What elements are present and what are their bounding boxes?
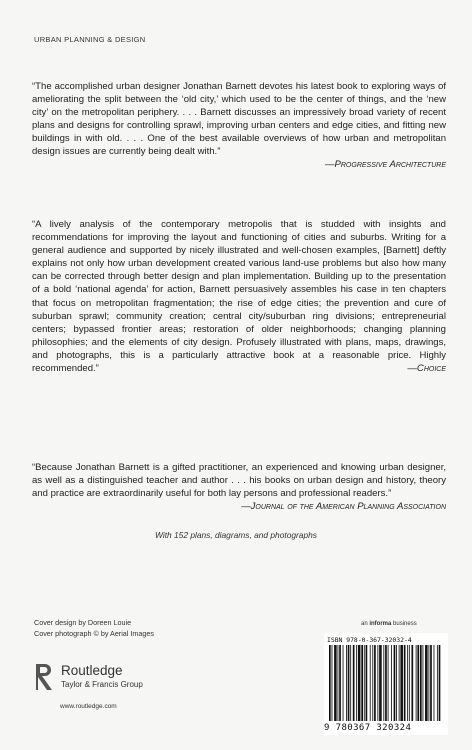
barcode-bars — [327, 645, 445, 721]
review-quote-2 — [32, 218, 446, 375]
cover-design-credit: Cover design by Doreen Louie — [34, 618, 132, 627]
review-quote-1 — [32, 80, 446, 171]
quote-attribution: —Journal of the American Planning Association — [241, 501, 446, 513]
illustrations-note: With 152 plans, diagrams, and photographs — [155, 530, 317, 540]
informa-prefix: an — [361, 621, 370, 627]
quote-attribution: —Choice — [407, 363, 446, 375]
publisher-website: www.routledge.com — [60, 703, 117, 710]
informa-brand: informa — [369, 621, 392, 627]
quote-text: “A lively analysis of the contemporary metropolis that is studded with insights and recommendations for improving the layout and functioning of cities and suburbs. Writing for a general audience and supported by nicely illustrated and well-chosen examples, [Barnett] deftly explains not only how urban development created various land-use problems but also how many can be corrected through better design and plan implementation. Building up to the presentation of a bold ‘national agenda’ for action, Barnett persuasively assembles his case in ten chapters that focus on metropolitan fragmentation; the rise of edge cities; the prevention and cure of suburban sprawl; community creation; central city/suburban ring divisions; entrepreneurial centers; bypassed frontier areas; restoration of older neighborhoods; changing planning philosophies; and the elements of city design. Profusely illustrated with plans, maps, drawings, and photographs, this is a particularly attractive book at a reasonable price. Highly recommended.” — [32, 219, 446, 375]
quote-text: “The accomplished urban designer Jonathan Barnett devotes his latest book to exploring ways of ameliorating the split between the ‘old city,’ which used to be the center of things, and the ‘new city’ on the metropolitan periphery. . . . Barnett discusses an impressively broad variety of recent plans and designs for controlling sprawl, improving urban centers and edge cities, and fitting new buildings in with old. . . . One of the best available overviews of how urban and metropolitan design issues are currently being dealt with.” — [32, 81, 446, 158]
informa-tagline — [361, 621, 417, 627]
quote-attribution: —Progressive Architecture — [324, 158, 446, 170]
ean-digits: 9 780367 320324 — [324, 723, 412, 733]
informa-suffix: business — [391, 621, 417, 627]
routledge-mark-icon — [34, 662, 56, 692]
cover-credits — [34, 617, 154, 639]
category-label: URBAN PLANNING & DESIGN — [34, 35, 146, 44]
cover-photo-credit: Cover photograph © by Aerial Images — [34, 629, 154, 638]
publisher-name: Routledge — [61, 663, 123, 678]
quote-text: “Because Jonathan Barnett is a gifted practitioner, an experienced and knowing urban designer, as well as a distinguished teacher and author . . . his books on urban design and history, theory and practice are extraordinarily useful for both lay persons and professional readers.” — [32, 462, 446, 500]
review-quote-3 — [32, 461, 446, 513]
isbn-label: ISBN 978-0-367-32032-4 — [327, 636, 412, 644]
publisher-group: Taylor & Francis Group — [61, 680, 143, 689]
